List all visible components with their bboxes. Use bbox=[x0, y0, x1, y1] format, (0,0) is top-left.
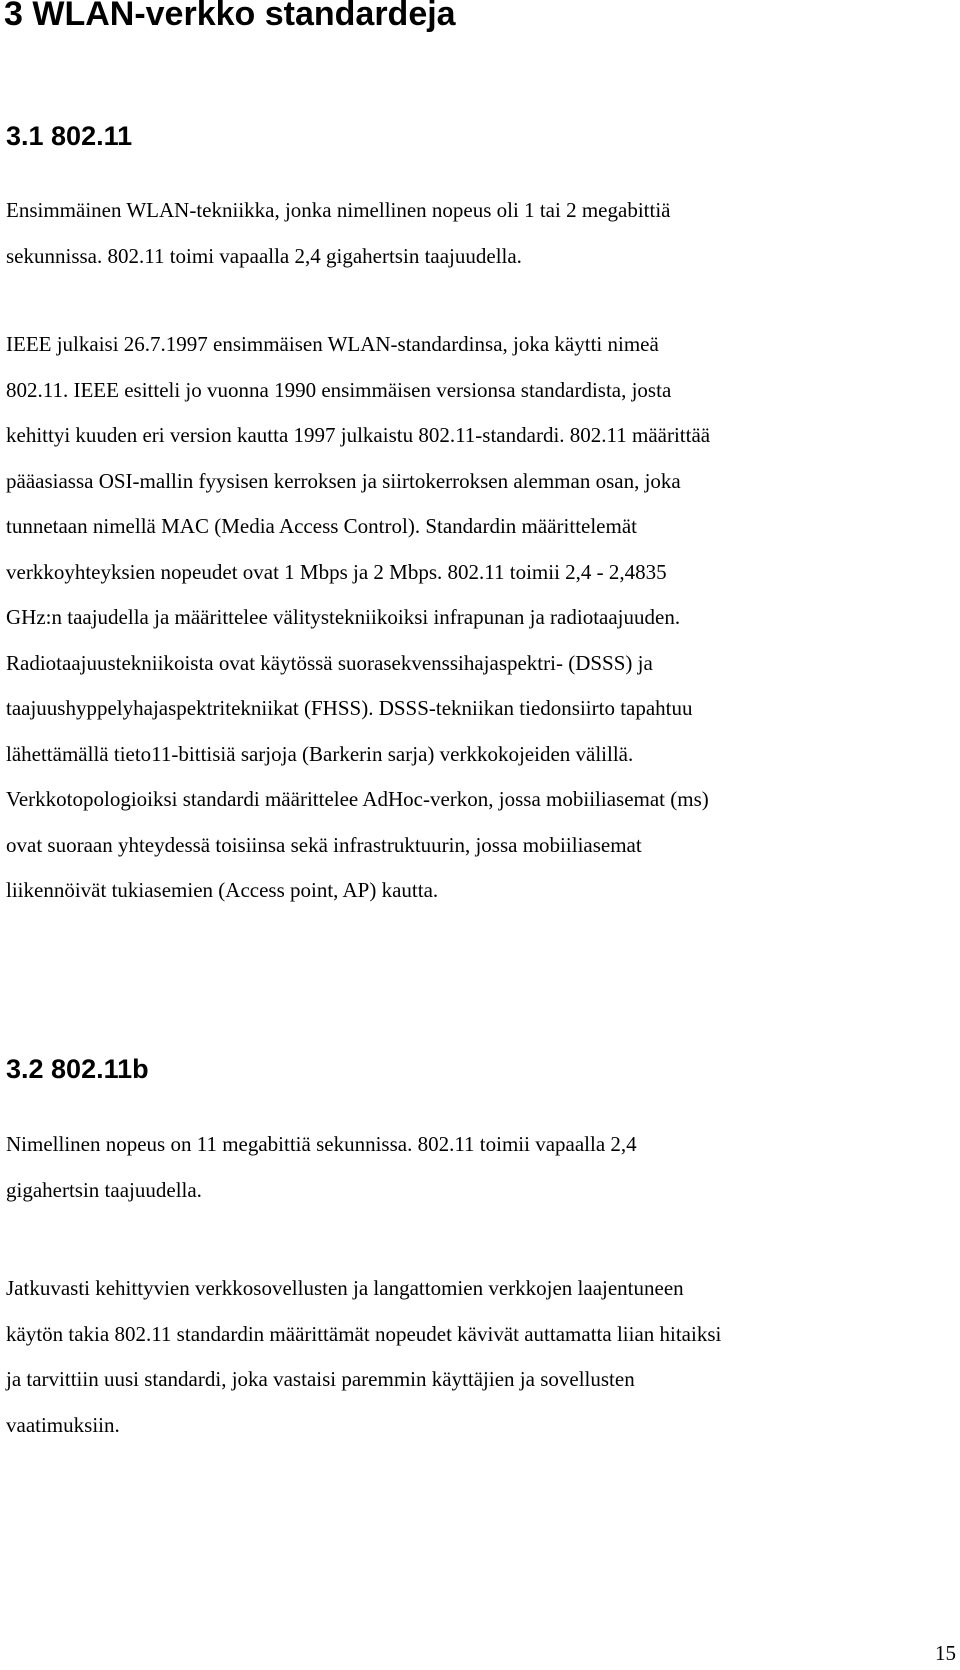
text-line: ovat suoraan yhteydessä toisiinsa sekä infrastruktuurin, jossa mobiiliasemat bbox=[6, 832, 642, 857]
section-heading-3-2: 3.2 802.11b bbox=[6, 1054, 149, 1084]
text-line: taajuushyppelyhajaspektritekniikat (FHSS). DSSS-tekniikan tiedonsiirto tapahtuu bbox=[6, 696, 693, 720]
text-line: verkkoyhteyksien nopeudet ovat 1 Mbps ja 2 Mbps. 802.11 toimii 2,4 - 2,4835 bbox=[6, 559, 667, 584]
text-line: GHz:n taajudella ja määrittelee välitystekniikoiksi infrapunan ja radiotaajuuden. bbox=[6, 605, 681, 629]
paragraph-3-2-intro bbox=[6, 1122, 956, 1213]
text-line: sekunnissa. 802.11 toimi vapaalla 2,4 gigahertsin taajuudella. bbox=[6, 243, 522, 268]
paragraph-3-1-body bbox=[6, 322, 956, 914]
text-line: tunnetaan nimellä MAC (Media Access Control). Standardin määrittelemät bbox=[6, 514, 637, 538]
text-line: liikennöivät tukiasemien (Access point, AP) kautta. bbox=[6, 878, 439, 902]
text-line: IEEE julkaisi 26.7.1997 ensimmäisen WLAN-standardinsa, joka käytti nimeä bbox=[6, 332, 659, 356]
section-heading-3-1: 3.1 802.11 bbox=[6, 121, 133, 151]
text-line: kehittyi kuuden eri version kautta 1997 julkaistu 802.11-standardi. 802.11 määrittää bbox=[6, 423, 711, 447]
paragraph-3-2-body bbox=[6, 1266, 956, 1448]
text-line: lähettämällä tieto11-bittisiä sarjoja (Barkerin sarja) verkkokojeiden välillä. bbox=[6, 741, 634, 766]
text-line: Verkkotopologioiksi standardi määrittelee AdHoc-verkon, jossa mobiiliasemat (ms) bbox=[6, 787, 709, 811]
paragraph-3-1-intro bbox=[6, 188, 956, 279]
chapter-title: 3 WLAN-verkko standardeja bbox=[4, 0, 456, 33]
text-line: gigahertsin taajuudella. bbox=[6, 1177, 202, 1202]
text-line: vaatimuksiin. bbox=[6, 1412, 120, 1437]
text-line: Ensimmäinen WLAN-tekniikka, jonka nimellinen nopeus oli 1 tai 2 megabittiä bbox=[6, 198, 671, 222]
text-line: Radiotaajuustekniikoista ovat käytössä suorasekvenssihajaspektri- (DSSS) ja bbox=[6, 650, 653, 675]
text-line: ja tarvittiin uusi standardi, joka vastaisi paremmin käyttäjien ja sovellusten bbox=[6, 1367, 635, 1391]
page-number: 15 bbox=[935, 1641, 956, 1665]
text-line: Nimellinen nopeus on 11 megabittiä sekunnissa. 802.11 toimii vapaalla 2,4 bbox=[6, 1132, 637, 1156]
text-line: käytön takia 802.11 standardin määrittämät nopeudet kävivät auttamatta liian hitaiksi bbox=[6, 1321, 722, 1346]
text-line: 802.11. IEEE esitteli jo vuonna 1990 ensimmäisen versionsa standardista, josta bbox=[6, 377, 672, 402]
text-line: Jatkuvasti kehittyvien verkkosovellusten ja langattomien verkkojen laajentuneen bbox=[6, 1276, 684, 1300]
text-line: pääasiassa OSI-mallin fyysisen kerroksen ja siirtokerroksen alemman osan, joka bbox=[6, 468, 681, 493]
